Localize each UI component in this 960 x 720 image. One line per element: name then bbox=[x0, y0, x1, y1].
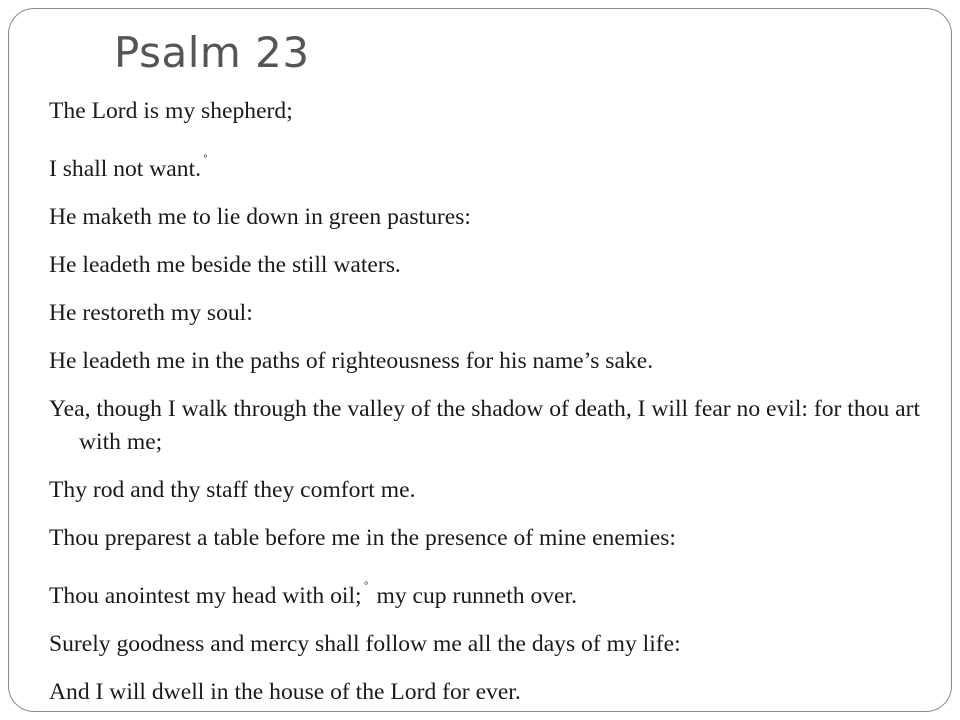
verse-text: Yea, though I walk through the valley of the shadow of death, I will fear no evil: for thou art with me; bbox=[49, 396, 921, 455]
verse-text: Thou preparest a table before me in the presence of mine enemies: bbox=[49, 525, 676, 551]
verse-line bbox=[49, 297, 929, 330]
verse-line bbox=[49, 249, 929, 282]
verse-text: And I will dwell in the house of the Lord for ever. bbox=[49, 679, 521, 705]
verse-line bbox=[49, 201, 929, 234]
verse-text-before: Thou anointest my head with oil; bbox=[49, 583, 362, 609]
verse-text: He maketh me to lie down in green pastures: bbox=[49, 204, 471, 230]
verse-text: I shall not want. bbox=[49, 156, 202, 182]
verse-text: He leadeth me beside the still waters. bbox=[49, 252, 401, 278]
verse-line bbox=[49, 345, 929, 378]
verse-line bbox=[49, 474, 929, 507]
verse-line bbox=[49, 570, 929, 613]
verse-list bbox=[49, 95, 929, 709]
verse-text: He leadeth me in the paths of righteousness for his name’s sake. bbox=[49, 348, 654, 374]
verse-text-after: my cup runneth over. bbox=[370, 583, 577, 609]
verse-line bbox=[49, 393, 929, 459]
verse-text: Thy rod and thy staff they comfort me. bbox=[49, 477, 416, 503]
slide-title: Psalm 23 bbox=[114, 28, 310, 77]
verse-text: Surely goodness and mercy shall follow me all the days of my life: bbox=[49, 631, 681, 657]
verse-line bbox=[49, 522, 929, 555]
verse-line bbox=[49, 95, 929, 128]
verse-line bbox=[49, 676, 929, 709]
verse-line bbox=[49, 628, 929, 661]
slide bbox=[8, 8, 952, 712]
verse-line bbox=[49, 143, 929, 186]
verse-text: The Lord is my shepherd; bbox=[49, 98, 293, 124]
degree-marker: ° bbox=[203, 154, 209, 165]
degree-marker: ° bbox=[363, 581, 369, 592]
verse-text: He restoreth my soul: bbox=[49, 300, 253, 326]
